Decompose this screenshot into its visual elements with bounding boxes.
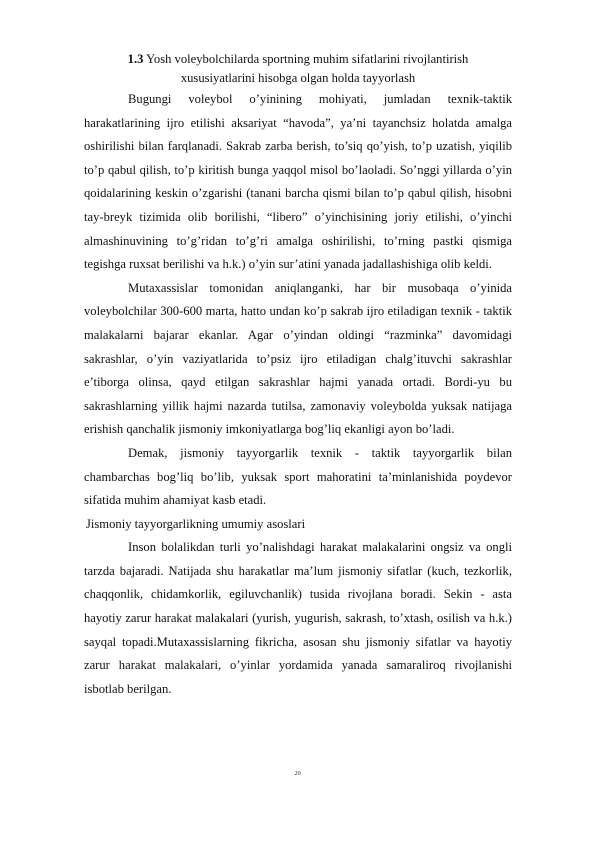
subsection-heading: Jismoniy tayyorgarlikning umumiy asoslari [86, 516, 306, 531]
paragraph-3: Demak, jismoniy tayyorgarlik texnik - taktik tayyorgarlik bilan chambarchas bog’liq bo’lib, yuksak sport mahoratini ta’minlanishida poydevor sifatida muhim ahamiyat kasb etadi. [84, 445, 512, 508]
paragraph-2: Mutaxassislar tomonidan aniqlanganki, har bir musobaqa o’yinida voleybolchilar 300-600 marta, hatto undan ko’p sakrab ijro etiladigan texnik - taktik malakalarni bajarar ekanlar. Agar o’yindan oldingi “razminka” davomidagi sakrashlar, o’yin vaziyatlarida to’psiz ijro etiladigan chalg’ituvchi sakrashlar e’tiborga olinsa, qayd etilgan sakrashlar hajmi yanada ortadi. Bordi-yu bu sakrashlarning yillik hajmi nazarda tutilsa, zamonaviy voleybolda yuksak natijaga erishish qanchalik jismoniy imkoniyatlarga bog’liq ekanligi ayon bo’ladi. [84, 280, 512, 437]
section-title-line2: xususiyatlarini hisobga olgan holda tayyorlash [180, 71, 416, 85]
document-page [84, 50, 512, 701]
section-number: 1.3 [127, 52, 144, 66]
section-title-line1: Yosh voleybolchilarda sportning muhim sifatlarini rivojlantirish [143, 52, 469, 66]
page-number: 20 [294, 770, 301, 777]
paragraph-4: Inson bolalikdan turli yo’nalishdagi harakat malakalarini ongsiz va ongli tarzda bajaradi. Natijada shu harakatlar ma’lum jismoniy sifatlar (kuch, tezkorlik, chaqqonlik, chidamkorlik, egiluvchanlik) tusida rivojlana boradi. Sekin - asta hayotiy zarur harakat malakalari (yurish, yugurish, sakrash, to’xtash, osilish va h.k.) sayqal topadi.Mutaxassislarning fikricha, asosan shu jismoniy sifatlar va hayotiy zarur harakat malakalari, o’yinlar yordamida yanada samaraliroq rivojlanishi isbotlab berilgan. [84, 540, 512, 696]
section-heading-line1 [84, 50, 512, 69]
paragraph-1: Bugungi voleybol o’yinining mohiyati, jumladan texnik-taktik harakatlarining ijro etilishi aksariyat “havoda”, ya’ni tayanchsiz holatda amalga oshirilishi bilan farqlanadi. Sakrab zarba berish, to’siq qo’yish, to’p uzatish, yiqilib to’p qabul qilish, to’p kiritish bunga yaqqol misol bo’laoladi. So’nggi yillarda o’yin qoidalarining keskin o’zgarishi (tanani barcha qismi bilan to’p qabul qilish, hisobni tay-breyk tizimida olib borilishi, “libero” o’yinchisining joriy etilishi, o’yinchi almashinuvining to’g’ridan to’g’ri amalga oshirilishi, to’rning pastki qismiga tegishga ruxsat berilishi va h.k.) o’yin sur’atini yanada jadallashishiga olib keldi. [84, 92, 512, 272]
section-heading [84, 50, 512, 88]
